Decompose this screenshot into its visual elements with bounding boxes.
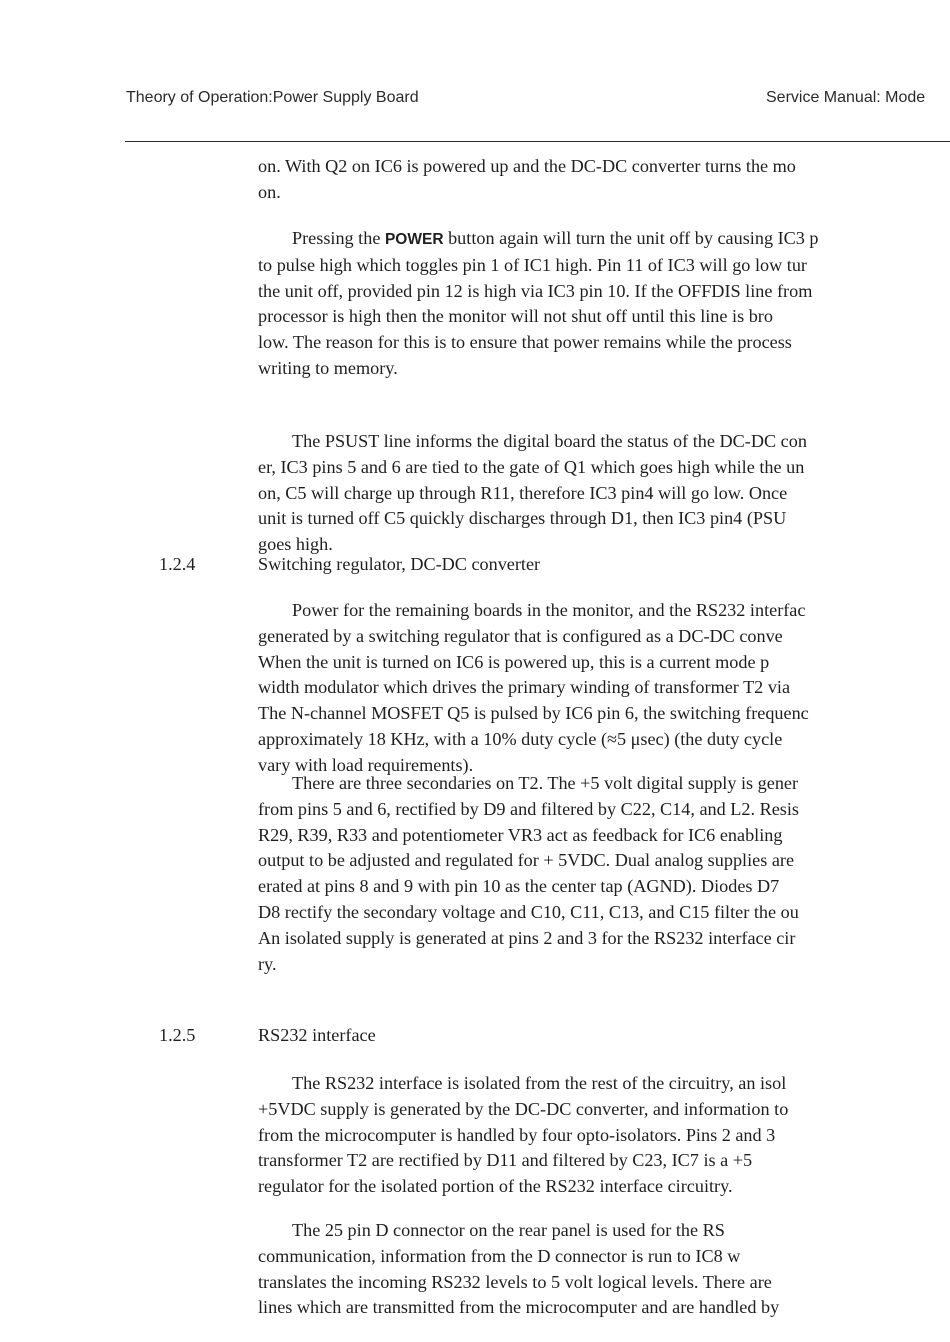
- text-line: goes high.: [258, 534, 333, 555]
- text-line: the unit off, provided pin 12 is high via IC3 pin 10. If the OFFDIS line from: [258, 280, 813, 301]
- header-rule: [125, 141, 950, 142]
- text-fragment: button again will turn the unit off by causing IC3 p: [443, 228, 819, 248]
- text-fragment: Pressing the: [292, 228, 385, 248]
- text-line: ry.: [258, 953, 277, 974]
- text-line: There are three secondaries on T2. The +5 volt digital supply is gener: [292, 773, 799, 793]
- text-line: unit is turned off C5 quickly discharges through D1, then IC3 pin4 (PSU: [258, 508, 787, 529]
- paragraph-continuation: [258, 154, 950, 206]
- text-line: regulator for the isolated portion of the RS232 interface circuitry.: [258, 1176, 733, 1197]
- section-number: 1.2.4: [159, 554, 196, 574]
- text-line: low. The reason for this is to ensure that power remains while the process: [258, 332, 792, 353]
- page-header-right: Service Manual: Mode: [766, 89, 926, 106]
- text-line: erated at pins 8 and 9 with pin 10 as the center tap (AGND). Diodes D7: [258, 876, 780, 897]
- text-line: communication, information from the D connector is run to IC8 w: [258, 1245, 741, 1266]
- text-line: processor is high then the monitor will not shut off until this line is bro: [258, 306, 773, 327]
- text-line: Power for the remaining boards in the monitor, and the RS232 interfac: [292, 600, 806, 620]
- paragraph-psust: [258, 429, 950, 558]
- text-line: vary with load requirements).: [258, 754, 474, 775]
- text-line: R29, R39, R33 and potentiometer VR3 act as feedback for IC6 enabling: [258, 824, 783, 845]
- text-line: output to be adjusted and regulated for + 5VDC. Dual analog supplies are: [258, 850, 795, 871]
- text-line: from pins 5 and 6, rectified by D9 and filtered by C22, C14, and L2. Resis: [258, 798, 799, 819]
- text-line: The N-channel MOSFET Q5 is pulsed by IC6 pin 6, the switching frequenc: [258, 703, 809, 724]
- text-line: The RS232 interface is isolated from the rest of the circuitry, an isol: [292, 1073, 787, 1093]
- section-title: RS232 interface: [258, 1025, 376, 1045]
- text-line: translates the incoming RS232 levels to 5 volt logical levels. There are: [258, 1271, 772, 1292]
- text-line: An isolated supply is generated at pins 2 and 3 for the RS232 interface cir: [258, 927, 796, 948]
- text-line: approximately 18 KHz, with a 10% duty cycle (≈5 μsec) (the duty cycle: [258, 728, 783, 749]
- power-keyword: POWER: [384, 231, 444, 248]
- text-line: writing to memory.: [258, 357, 398, 378]
- text-line: on. With Q2 on IC6 is powered up and the DC-DC converter turns the mo: [258, 156, 796, 176]
- text-line: The 25 pin D connector on the rear panel is used for the RS: [292, 1220, 725, 1240]
- text-line: +5VDC supply is generated by the DC-DC converter, and information to: [258, 1098, 789, 1119]
- text-line: D8 rectify the secondary voltage and C10, C11, C13, and C15 filter the ou: [258, 901, 799, 922]
- text-line: When the unit is turned on IC6 is powered up, this is a current mode p: [258, 651, 770, 672]
- text-line: generated by a switching regulator that is configured as a DC-DC conve: [258, 625, 783, 646]
- section-number: 1.2.5: [159, 1025, 196, 1045]
- text-line: on, C5 will charge up through R11, therefore IC3 pin4 will go low. Once: [258, 482, 788, 503]
- text-line: The PSUST line informs the digital board the status of the DC-DC con: [292, 431, 807, 451]
- text-line: er, IC3 pins 5 and 6 are tied to the gate of Q1 which goes high while the un: [258, 456, 805, 477]
- paragraph-switching-regulator: [258, 598, 950, 779]
- page-header-left: Theory of Operation:Power Supply Board: [126, 89, 419, 106]
- text-line: lines which are transmitted from the microcomputer and are handled by: [258, 1297, 780, 1318]
- text-line: from the microcomputer is handled by four opto-isolators. Pins 2 and 3: [258, 1124, 776, 1145]
- text-line: on.: [258, 181, 281, 202]
- paragraph-d-connector: [258, 1218, 950, 1321]
- text-line: to pulse high which toggles pin 1 of IC1 high. Pin 11 of IC3 will go low tur: [258, 254, 807, 275]
- section-title: Switching regulator, DC-DC converter: [258, 554, 541, 574]
- paragraph-rs232-isolation: [258, 1071, 950, 1200]
- text-line: transformer T2 are rectified by D11 and filtered by C23, IC7 is a +5: [258, 1150, 753, 1171]
- paragraph-secondaries: [258, 771, 950, 977]
- text-line: [258, 226, 950, 253]
- text-line: width modulator which drives the primary winding of transformer T2 via: [258, 677, 791, 698]
- paragraph-power-button: [258, 226, 950, 382]
